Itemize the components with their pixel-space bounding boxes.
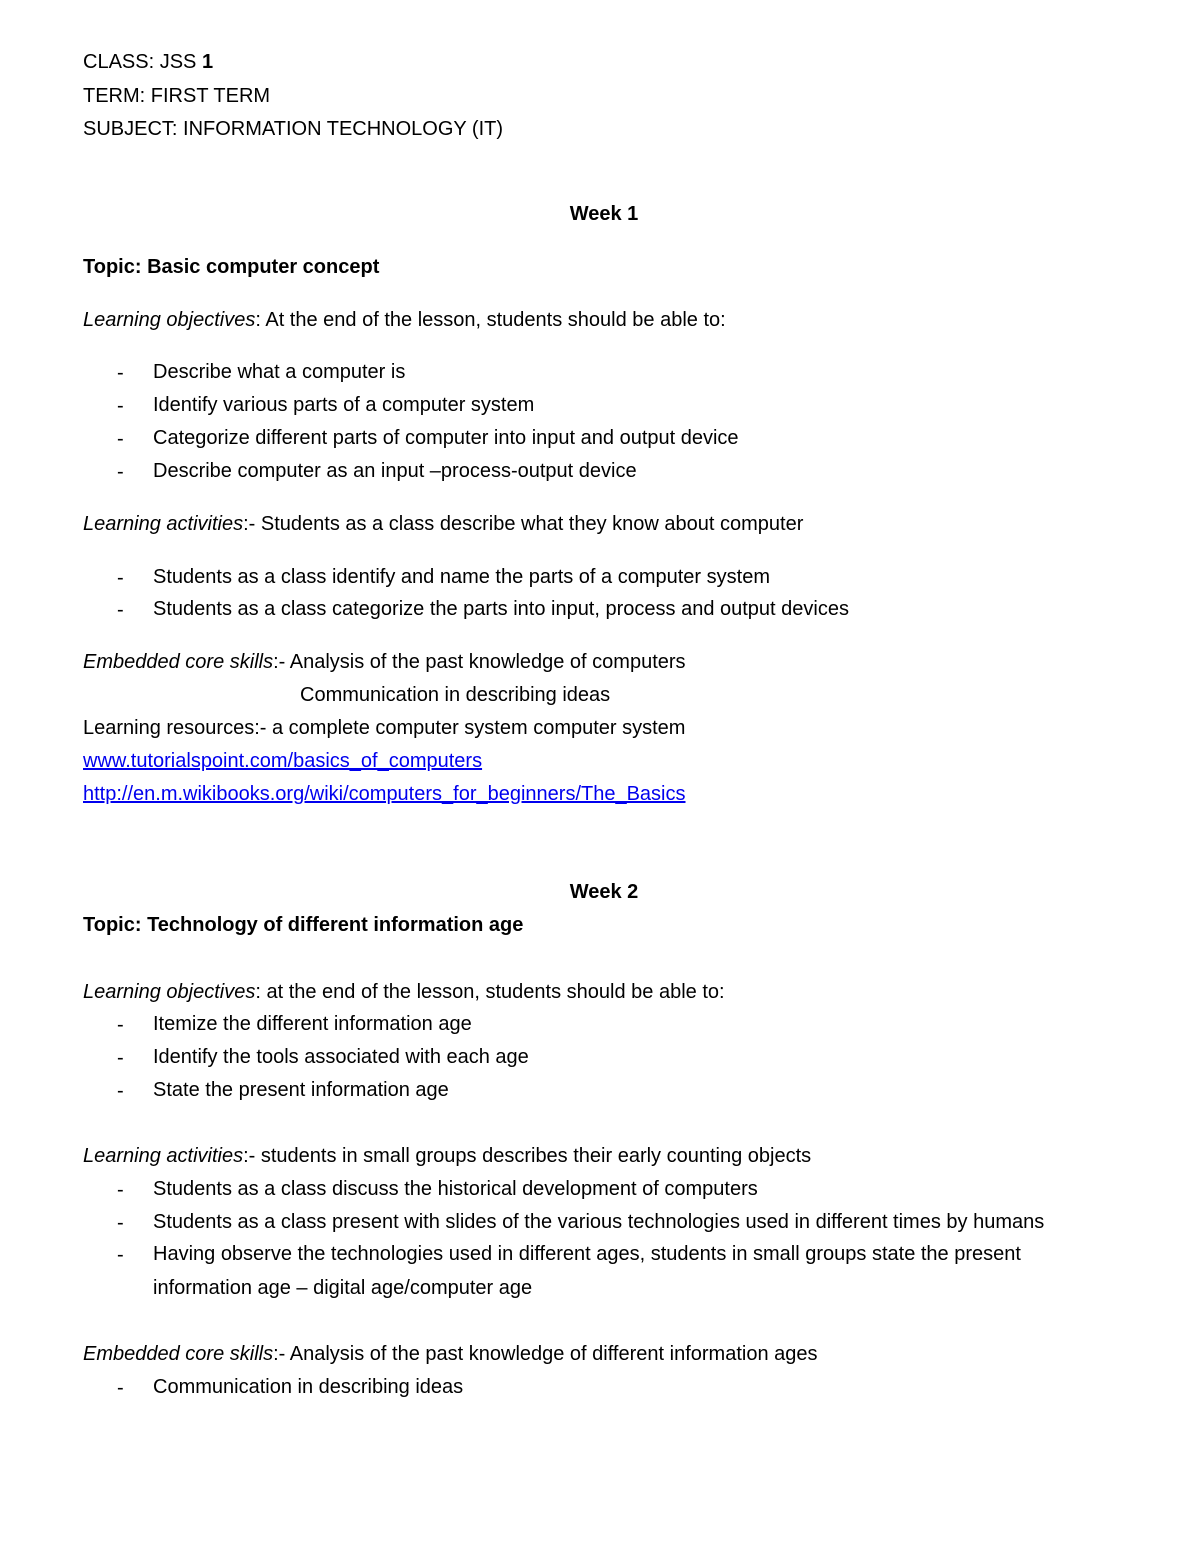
bullet-dash: - [117,428,124,450]
week1-activities-intro [83,512,803,536]
skills-label: Embedded core skills [83,1343,274,1365]
bullet-dash: - [117,461,124,483]
objectives-intro-text: : At the end of the lesson, students should be able to: [255,309,726,331]
list-item: Having observe the technologies used in different ages, students in small groups state the present [153,1243,1021,1265]
list-item: Categorize different parts of computer into input and output device [153,427,739,449]
class-line [83,50,213,74]
activities-intro-text: :- Students as a class describe what they know about computer [243,513,804,535]
resource-link-2-anchor[interactable]: http://en.m.wikibooks.org/wiki/computers_for_beginners/The_Basics [83,783,686,805]
activities-label: Learning activities [83,513,244,535]
skills-label: Embedded core skills [83,651,274,673]
week1-resources: Learning resources:- a complete computer system computer system [83,717,686,739]
week2-skills [83,1342,818,1366]
term-line: TERM: FIRST TERM [83,85,271,107]
list-item: Communication in describing ideas [153,1376,464,1398]
list-item: Students as a class present with slides of the various technologies used in different times by humans [153,1211,1045,1233]
bullet-dash: - [117,1080,124,1102]
class-label: CLASS: JSS [83,51,202,73]
list-item: Students as a class identify and name the parts of a computer system [153,566,770,588]
week1-objectives-intro [83,308,726,332]
week2-objectives-intro [83,980,725,1004]
list-item: Itemize the different information age [153,1013,472,1035]
list-item: Identify the tools associated with each age [153,1046,529,1068]
week2-topic: Topic: Technology of different information age [83,914,524,936]
skills-intro-text: :- Analysis of the past knowledge of different information ages [273,1343,818,1365]
week1-skills-line2: Communication in describing ideas [300,684,611,706]
objectives-label: Learning objectives [83,981,256,1003]
objectives-intro-text: : at the end of the lesson, students should be able to: [255,981,725,1003]
list-item: Describe computer as an input –process-output device [153,460,637,482]
bullet-dash: - [117,1179,124,1201]
bullet-dash: - [117,1212,124,1234]
list-item: Describe what a computer is [153,361,406,383]
week1-skills [83,650,686,674]
list-item-continuation: information age – digital age/computer age [153,1277,533,1299]
bullet-dash: - [117,1014,124,1036]
resource-link-2[interactable] [83,782,686,806]
list-item: Students as a class categorize the parts into input, process and output devices [153,598,849,620]
week2-activities-intro [83,1144,811,1168]
skills-intro-text: :- Analysis of the past knowledge of computers [273,651,686,673]
bullet-dash: - [117,1047,124,1069]
subject-line: SUBJECT: INFORMATION TECHNOLOGY (IT) [83,118,504,140]
bullet-dash: - [117,599,124,621]
week1-topic: Topic: Basic computer concept [83,256,380,278]
bullet-dash: - [117,362,124,384]
objectives-label: Learning objectives [83,309,256,331]
bullet-dash: - [117,1244,124,1266]
list-item: Identify various parts of a computer system [153,394,535,416]
bullet-dash: - [117,1377,124,1399]
resource-link-1[interactable] [83,749,482,773]
week2-heading: Week 2 [569,881,639,903]
activities-label: Learning activities [83,1145,244,1167]
resource-link-1-anchor[interactable]: www.tutorialspoint.com/basics_of_computers [83,750,483,772]
class-value: 1 [201,51,214,73]
bullet-dash: - [117,395,124,417]
list-item: State the present information age [153,1079,449,1101]
week1-heading: Week 1 [569,203,639,225]
bullet-dash: - [117,567,124,589]
list-item: Students as a class discuss the historical development of computers [153,1178,758,1200]
activities-intro-text: :- students in small groups describes their early counting objects [243,1145,812,1167]
